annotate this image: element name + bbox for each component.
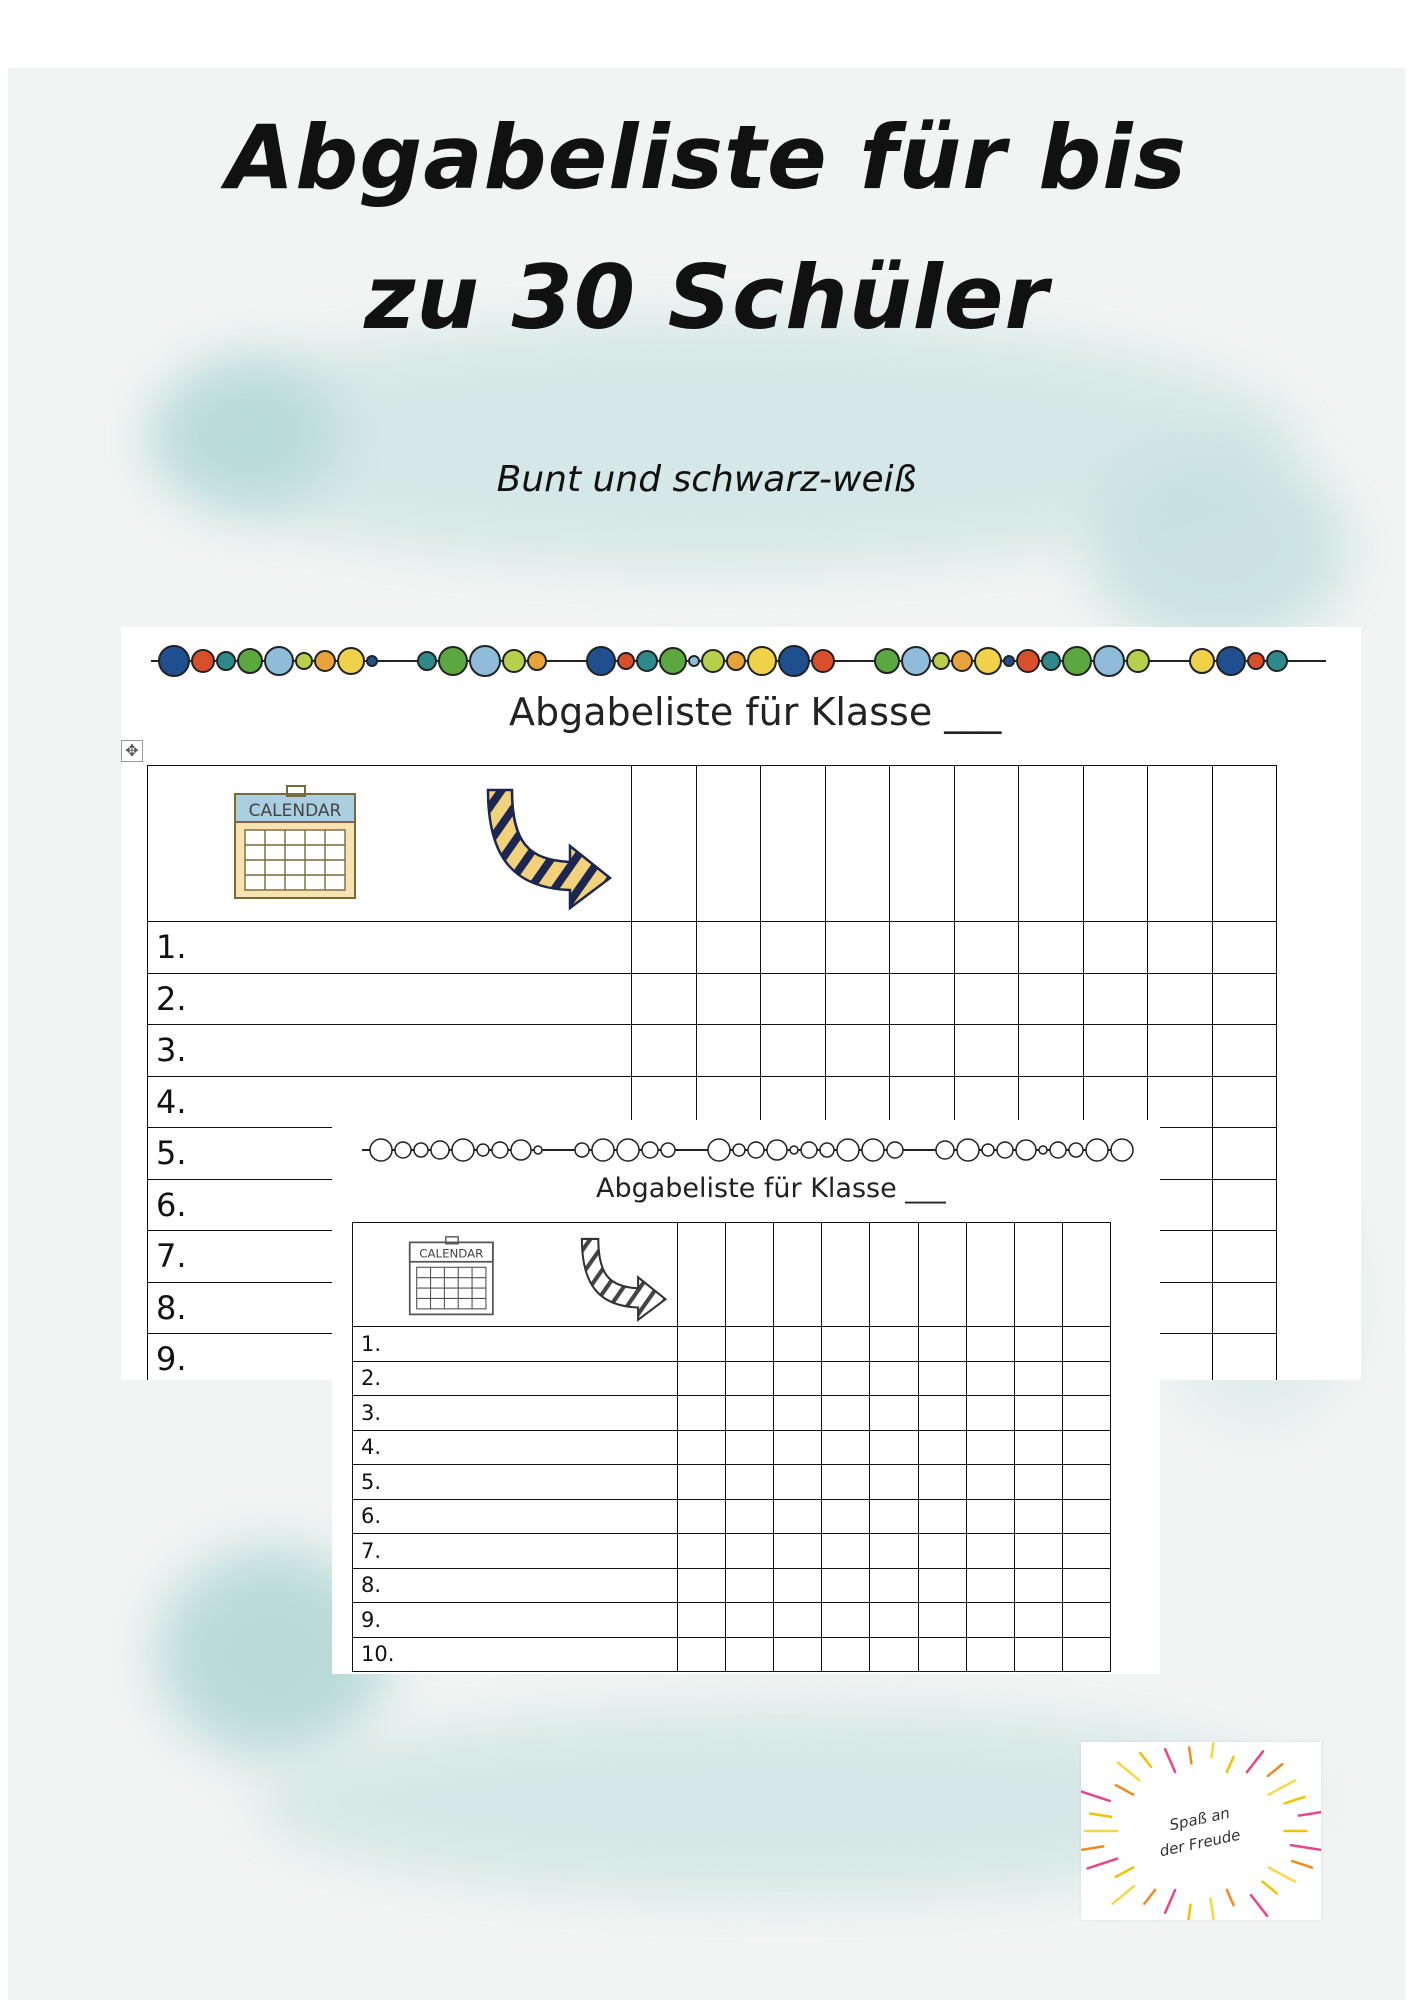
check-cell	[966, 1603, 1014, 1638]
check-cell	[870, 1430, 918, 1465]
bead	[733, 1144, 745, 1156]
calendar-label: CALENDAR	[248, 801, 342, 821]
bead	[997, 1142, 1013, 1158]
check-cell	[726, 1637, 774, 1672]
bead	[1094, 646, 1124, 676]
bead	[812, 650, 834, 672]
check-cell	[1014, 1327, 1062, 1362]
check-cell	[1014, 1465, 1062, 1500]
table-row	[148, 922, 1277, 974]
check-cell	[1212, 1025, 1277, 1077]
bead	[418, 652, 436, 670]
check-cell	[1212, 922, 1277, 974]
check-cell	[1212, 1334, 1277, 1381]
check-cell	[825, 922, 890, 974]
check-cell	[1148, 922, 1213, 974]
check-cell	[825, 1025, 890, 1077]
bead	[470, 646, 500, 676]
check-cell	[678, 1465, 726, 1500]
bead	[957, 1139, 979, 1161]
check-cell	[966, 1499, 1014, 1534]
check-cell	[632, 1025, 697, 1077]
check-cell	[696, 973, 761, 1025]
student-number-cell: 6.	[353, 1499, 678, 1534]
bead	[689, 656, 699, 666]
bead	[159, 646, 189, 676]
check-cell	[726, 1534, 774, 1569]
check-cell	[966, 1430, 1014, 1465]
check-cell	[966, 1637, 1014, 1672]
bead	[642, 1142, 658, 1158]
check-cell	[822, 1396, 870, 1431]
bead	[801, 1142, 817, 1158]
calendar-icon	[407, 1235, 497, 1319]
check-cell	[890, 973, 955, 1025]
check-cell	[954, 973, 1019, 1025]
table-row	[353, 1568, 1111, 1603]
curved-arrow-icon	[478, 782, 618, 912]
check-cell	[726, 1465, 774, 1500]
table-row	[353, 1637, 1111, 1672]
check-cell	[822, 1465, 870, 1500]
check-cell	[1062, 1327, 1110, 1362]
brand-logo	[1081, 1742, 1321, 1920]
header-icon-cell	[353, 1223, 678, 1327]
student-number-cell: 2.	[353, 1361, 678, 1396]
bead	[534, 1146, 542, 1154]
check-cell	[726, 1568, 774, 1603]
table-row	[148, 973, 1277, 1025]
bead	[862, 1139, 884, 1161]
check-cell	[774, 1361, 822, 1396]
check-cell	[678, 1499, 726, 1534]
check-cell	[1019, 922, 1084, 974]
bead	[503, 650, 525, 672]
bead	[952, 651, 972, 671]
check-cell	[918, 1534, 966, 1569]
check-cell	[870, 1568, 918, 1603]
check-cell	[774, 1534, 822, 1569]
bead	[820, 1143, 834, 1157]
table-row	[353, 1327, 1111, 1362]
bead	[238, 649, 262, 673]
bead	[1111, 1139, 1133, 1161]
bead	[296, 653, 312, 669]
page-title-line-2: zu 30 Schüler	[364, 246, 1049, 349]
check-cell	[870, 1361, 918, 1396]
check-cell	[678, 1396, 726, 1431]
check-cell	[966, 1568, 1014, 1603]
bead	[902, 647, 930, 675]
check-cell	[1019, 1025, 1084, 1077]
bead	[936, 1141, 954, 1159]
table-row	[353, 1499, 1111, 1534]
check-cell	[1062, 1465, 1110, 1500]
bead	[661, 1143, 675, 1157]
bead	[338, 648, 364, 674]
check-cell	[1212, 1076, 1277, 1128]
check-cell	[822, 1430, 870, 1465]
bead	[1267, 651, 1287, 671]
check-cell	[822, 1568, 870, 1603]
check-cell	[774, 1499, 822, 1534]
check-cell	[1062, 1430, 1110, 1465]
check-cell	[1062, 1637, 1110, 1672]
student-number-cell: 8.	[148, 1282, 632, 1334]
check-cell	[678, 1361, 726, 1396]
bead	[887, 1142, 903, 1158]
bead	[767, 1140, 787, 1160]
check-cell	[918, 1396, 966, 1431]
check-cell	[774, 1603, 822, 1638]
page-subtitle: Bunt und schwarz-weiß	[496, 459, 917, 500]
check-cell	[822, 1637, 870, 1672]
check-cell	[918, 1327, 966, 1362]
bead	[1190, 649, 1214, 673]
check-cell	[726, 1361, 774, 1396]
bead	[975, 648, 1001, 674]
check-cell	[1014, 1430, 1062, 1465]
bead	[592, 1139, 614, 1161]
check-cell	[726, 1327, 774, 1362]
check-cell	[761, 973, 826, 1025]
logo-text-line-1: Spaß an	[1167, 1803, 1232, 1835]
check-cell	[870, 1465, 918, 1500]
table-row	[353, 1534, 1111, 1569]
student-number-cell: 5.	[148, 1128, 632, 1180]
check-cell	[966, 1361, 1014, 1396]
bead	[790, 1146, 798, 1154]
check-cell	[918, 1603, 966, 1638]
check-cell	[632, 922, 697, 974]
student-number-cell: 4.	[353, 1430, 678, 1465]
check-cell	[918, 1568, 966, 1603]
bead	[1086, 1139, 1108, 1161]
bead	[1016, 1140, 1036, 1160]
table-row	[353, 1603, 1111, 1638]
table-row	[353, 1361, 1111, 1396]
sunburst-logo-graphic	[1081, 1742, 1321, 1920]
check-cell	[1014, 1568, 1062, 1603]
check-cell	[774, 1568, 822, 1603]
page-title-line-1: Abgabeliste für bis	[226, 106, 1187, 209]
bead	[618, 653, 634, 669]
bead	[1042, 652, 1060, 670]
check-cell	[822, 1499, 870, 1534]
check-cell	[918, 1361, 966, 1396]
curved-arrow-icon	[575, 1233, 671, 1323]
bead	[1050, 1142, 1066, 1158]
student-number-cell: 7.	[353, 1534, 678, 1569]
bead	[477, 1144, 489, 1156]
bead	[575, 1143, 589, 1157]
check-cell	[870, 1637, 918, 1672]
check-cell	[966, 1327, 1014, 1362]
check-cell	[1014, 1361, 1062, 1396]
bead	[587, 647, 615, 675]
check-cell	[1019, 973, 1084, 1025]
check-cell	[678, 1327, 726, 1362]
bead	[431, 1141, 449, 1159]
check-cell	[1062, 1396, 1110, 1431]
calendar-label: CALENDAR	[419, 1246, 484, 1261]
check-cell	[918, 1637, 966, 1672]
student-number-cell: 5.	[353, 1465, 678, 1500]
bw-submission-table	[352, 1222, 1111, 1672]
student-number-cell: 3.	[353, 1396, 678, 1431]
check-cell	[761, 1025, 826, 1077]
check-cell	[822, 1603, 870, 1638]
bead	[265, 647, 293, 675]
student-number-cell: 2.	[148, 973, 632, 1025]
calendar-icon	[231, 784, 361, 904]
bead	[452, 1139, 474, 1161]
check-cell	[1014, 1534, 1062, 1569]
table-header-row	[353, 1223, 1111, 1327]
check-cell	[1014, 1396, 1062, 1431]
check-cell	[726, 1430, 774, 1465]
check-cell	[918, 1430, 966, 1465]
bead	[727, 652, 745, 670]
bead	[1039, 1146, 1047, 1154]
check-cell	[1212, 1128, 1277, 1180]
bead	[492, 1142, 508, 1158]
bead	[1004, 656, 1014, 666]
check-cell	[1212, 1231, 1277, 1283]
check-cell	[822, 1534, 870, 1569]
bead	[748, 1142, 764, 1158]
check-cell	[1212, 1179, 1277, 1231]
check-cell	[1014, 1499, 1062, 1534]
bead	[395, 1142, 411, 1158]
check-cell	[678, 1568, 726, 1603]
check-cell	[870, 1396, 918, 1431]
student-number-cell: 3.	[148, 1025, 632, 1077]
check-cell	[1062, 1534, 1110, 1569]
check-cell	[954, 1025, 1019, 1077]
check-cell	[918, 1465, 966, 1500]
check-cell	[870, 1499, 918, 1534]
student-number-cell: 6.	[148, 1179, 632, 1231]
check-cell	[774, 1396, 822, 1431]
bead	[779, 646, 809, 676]
bead	[702, 650, 724, 672]
check-cell	[774, 1465, 822, 1500]
table-move-handle-icon[interactable]: ✥	[121, 740, 143, 762]
check-cell	[1062, 1568, 1110, 1603]
check-cell	[678, 1430, 726, 1465]
bead	[748, 647, 776, 675]
bead	[315, 651, 335, 671]
check-cell	[822, 1361, 870, 1396]
bead	[837, 1139, 859, 1161]
bead	[875, 649, 899, 673]
check-cell	[822, 1327, 870, 1362]
bead	[660, 648, 686, 674]
bead	[1063, 647, 1091, 675]
student-number-cell: 7.	[148, 1231, 632, 1283]
table-row	[148, 1025, 1277, 1077]
check-cell	[726, 1499, 774, 1534]
bw-preview-heading: Abgabeliste für Klasse ___	[596, 1173, 946, 1204]
table-row	[353, 1465, 1111, 1500]
check-cell	[1062, 1499, 1110, 1534]
check-cell	[696, 1025, 761, 1077]
check-cell	[678, 1534, 726, 1569]
check-cell	[1083, 922, 1148, 974]
check-cell	[870, 1327, 918, 1362]
check-cell	[966, 1396, 1014, 1431]
bead	[217, 652, 235, 670]
check-cell	[1014, 1637, 1062, 1672]
bead	[1017, 650, 1039, 672]
check-cell	[1083, 1025, 1148, 1077]
check-cell	[1083, 973, 1148, 1025]
bead	[933, 653, 949, 669]
student-number-cell: 1.	[353, 1327, 678, 1362]
bead	[414, 1143, 428, 1157]
check-cell	[774, 1637, 822, 1672]
header-icon-cell	[148, 766, 632, 922]
check-cell	[678, 1603, 726, 1638]
student-number-cell: 4.	[148, 1076, 632, 1128]
check-cell	[1062, 1361, 1110, 1396]
check-cell	[870, 1534, 918, 1569]
bead	[1248, 653, 1264, 669]
bead	[367, 656, 377, 666]
check-cell	[966, 1465, 1014, 1500]
check-cell	[1014, 1603, 1062, 1638]
check-cell	[761, 922, 826, 974]
bead	[1069, 1143, 1083, 1157]
check-cell	[1148, 1025, 1213, 1077]
bead	[192, 650, 214, 672]
color-preview-heading: Abgabeliste für Klasse ___	[509, 690, 1002, 734]
check-cell	[1148, 973, 1213, 1025]
check-cell	[632, 973, 697, 1025]
check-cell	[726, 1603, 774, 1638]
check-cell	[774, 1327, 822, 1362]
bead	[1217, 647, 1245, 675]
check-cell	[1212, 1282, 1277, 1334]
table-header-row	[148, 766, 1277, 922]
bead	[617, 1139, 639, 1161]
bead	[708, 1139, 730, 1161]
bead	[982, 1144, 994, 1156]
check-cell	[696, 922, 761, 974]
check-cell	[890, 1025, 955, 1077]
table-row	[353, 1396, 1111, 1431]
table-row	[353, 1430, 1111, 1465]
check-cell	[1062, 1603, 1110, 1638]
logo-text-line-2: der Freude	[1158, 1825, 1242, 1861]
check-cell	[954, 922, 1019, 974]
bead	[439, 647, 467, 675]
student-number-cell: 9.	[148, 1334, 632, 1381]
bead	[370, 1139, 392, 1161]
check-cell	[890, 922, 955, 974]
bead	[528, 652, 546, 670]
bead	[511, 1140, 531, 1160]
check-cell	[726, 1396, 774, 1431]
bead	[1127, 650, 1149, 672]
bead	[637, 651, 657, 671]
check-cell	[966, 1534, 1014, 1569]
student-number-cell: 10.	[353, 1637, 678, 1672]
check-cell	[918, 1499, 966, 1534]
bw-preview-card	[332, 1120, 1160, 1674]
check-cell	[1212, 973, 1277, 1025]
check-cell	[774, 1430, 822, 1465]
student-number-cell: 8.	[353, 1568, 678, 1603]
student-number-cell: 1.	[148, 922, 632, 974]
check-cell	[678, 1637, 726, 1672]
check-cell	[825, 973, 890, 1025]
check-cell	[870, 1603, 918, 1638]
student-number-cell: 9.	[353, 1603, 678, 1638]
